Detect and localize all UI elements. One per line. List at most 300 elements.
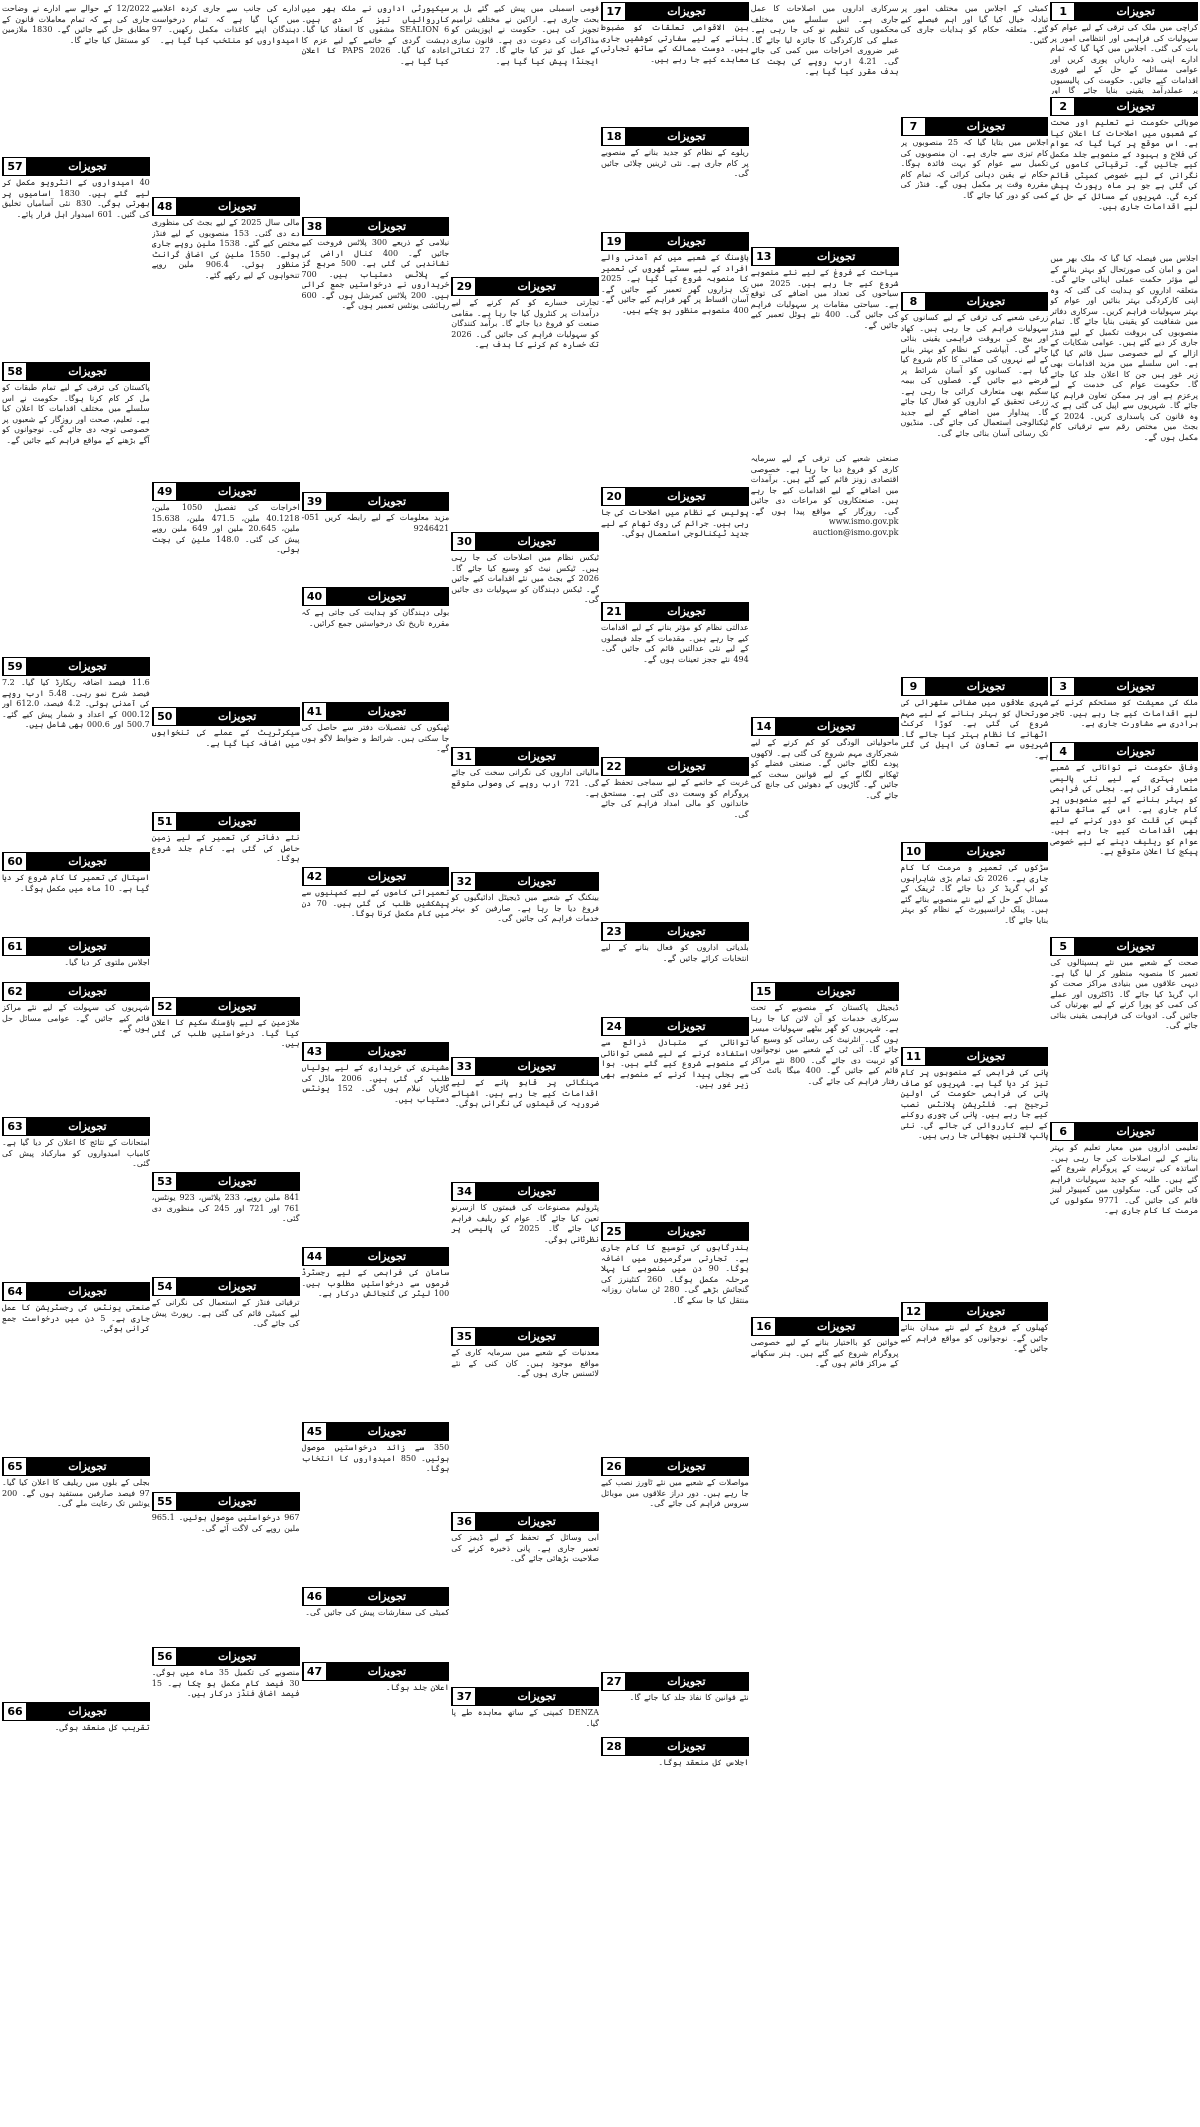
notice-number: 57	[3, 158, 26, 175]
notice-header	[451, 1327, 599, 1346]
notice-heading: تجویزات	[326, 218, 449, 235]
notice-text: سڑکوں کی تعمیر و مرمت کا کام جاری ہے۔ 2026 تک تمام بڑی شاہراہوں کو اپ گریڈ کر دیا جائے گا۔ ٹریفک کے مسائل کے حل کے لیے نئے منصوبے بنائے گئے ہیں۔ پبلک ٹرانسپورٹ کے نظام کو بہتر بنایا جائے گا۔	[900, 863, 1049, 925]
notice-header	[901, 677, 1049, 696]
notice-body	[601, 623, 749, 754]
notice-number: 10	[902, 843, 925, 860]
notice-19	[601, 232, 749, 484]
notice-heading: تجویزات	[176, 1648, 299, 1665]
notice-61	[2, 937, 150, 979]
notice-number: 12	[902, 1303, 925, 1320]
notice-body	[601, 1038, 749, 1219]
notice-text: کھیلوں کے فروغ کے لیے نئے میدان بنائے جائیں گے۔ نوجوانوں کو مواقع فراہم کیے جائیں گے۔	[900, 1323, 1049, 1353]
notice-header	[601, 1222, 749, 1241]
notice-number: 24	[602, 1018, 625, 1035]
notice-23	[601, 922, 749, 1014]
notice-8	[901, 292, 1049, 674]
notice-text: ادارے کی جانب سے جاری کردہ اعلامیے میں کہا گیا ہے کہ تمام درخواست دہندگان اپنے کاغذات مکمل رکھیں۔ 97 امیدواروں کو منتخب کیا گیا ہے۔	[151, 4, 300, 45]
notice-40	[302, 587, 450, 699]
notice-body	[152, 833, 300, 994]
notice-text: مالی سال 2025 کے لیے بجٹ کی منظوری دے دی گئی۔ 153 منصوبوں کے لیے فنڈز مختص کیے گئے۔ 1538 ملین روپے جاری ہوئے۔ 1550 ملین کی اضافی گرانٹ منظور ہوئی۔ 906.4 ملین روپے تنخواہوں کے لیے رکھے گئے۔	[151, 218, 300, 280]
notice-number: 60	[3, 853, 26, 870]
notice-header	[1050, 2, 1198, 21]
notice-header	[451, 1057, 599, 1076]
notice-body	[751, 4, 899, 244]
notice-heading: تجویزات	[625, 1458, 748, 1475]
notice-51	[152, 812, 300, 994]
notice-number: 8	[902, 293, 925, 310]
notice-body	[451, 4, 599, 274]
notice-header	[152, 1492, 300, 1511]
notice-text: 12/2022 کے حوالے سے ادارے نے وضاحت جاری کی ہے کہ تمام معاملات قانون کے مطابق حل کیے جائیں گے۔ 1830 ملازمین کو مستقل کیا جائے گا۔	[2, 4, 150, 45]
notice-header	[302, 587, 450, 606]
notice-header	[2, 157, 150, 176]
notice-2	[1050, 97, 1198, 249]
notice-body	[451, 1203, 599, 1324]
notice-heading: تجویزات	[176, 998, 299, 1015]
notice-heading: تجویزات	[625, 233, 748, 250]
notice-header	[601, 2, 749, 21]
notice-continuation	[2, 2, 150, 154]
notice-body	[901, 698, 1049, 839]
notice-39	[302, 492, 450, 584]
notice-48	[152, 197, 300, 479]
notice-body	[1050, 763, 1198, 934]
notice-14	[751, 717, 899, 979]
notice-52	[152, 997, 300, 1169]
notice-body	[302, 723, 450, 864]
notice-text: منصوبے کی تکمیل 35 ماہ میں ہوگی۔ 30 فیصد کام مکمل ہو چکا ہے۔ 15 فیصد اضافی فنڈز درکار ہیں۔	[151, 1668, 300, 1698]
notice-11	[901, 1047, 1049, 1299]
notice-heading: تجویزات	[26, 938, 149, 955]
notice-36	[451, 1512, 599, 1684]
notice-header	[1050, 677, 1198, 696]
notice-text: غربت کے خاتمے کے لیے سماجی تحفظ کے پروگرام کو وسعت دی گئی ہے۔ مستحق خاندانوں کو مالی امداد فراہم کی جائے گی۔	[601, 778, 749, 819]
notice-heading: تجویزات	[625, 1018, 748, 1035]
notice-body	[2, 1478, 150, 1699]
notice-number: 36	[452, 1513, 475, 1530]
notice-text: پٹرولیم مصنوعات کی قیمتوں کا ازسرنو تعین کیا جائے گا۔ عوام کو ریلیف فراہم کیا جائے گا۔ 2025 کی پالیسی پر نظرثانی ہوگی۔	[451, 1203, 599, 1244]
notice-number: 21	[602, 603, 625, 620]
notice-continuation	[1050, 252, 1198, 674]
notice-text: وفاقی حکومت نے توانائی کے شعبے میں بہتری کے لیے نئی پالیسی متعارف کرائی ہے۔ بجلی کی فراہمی کو بہتر بنانے کے لیے منصوبوں پر کام جاری ہے۔ اس کے ساتھ ساتھ گیس کی قلت کو دور کرنے کے لیے بھی اقدامات کیے جا رہے ہیں۔ عوام کو ریلیف دینے کے لیے خصوصی پیکج کا اعلان متوقع ہے۔	[1050, 763, 1198, 856]
notice-number: 41	[303, 703, 326, 720]
notice-header	[751, 247, 899, 266]
notice-text: کمیٹی کے اجلاس میں مختلف امور پر تبادلہ خیال کیا گیا اور اہم فیصلے کیے گئے۔ متعلقہ حکام کو ہدایات جاری کی گئیں۔	[900, 4, 1049, 45]
notice-header	[601, 602, 749, 621]
notice-heading: تجویزات	[1074, 938, 1197, 955]
notice-heading: تجویزات	[925, 843, 1048, 860]
notice-body	[302, 608, 450, 699]
notice-header	[2, 937, 150, 956]
notice-continuation	[152, 2, 300, 194]
notice-body	[2, 678, 150, 849]
notice-heading: تجویزات	[326, 1248, 449, 1265]
notice-heading: تجویزات	[26, 1118, 149, 1135]
notice-12	[901, 1302, 1049, 1424]
notice-heading: تجویزات	[925, 293, 1048, 310]
notice-heading: تجویزات	[26, 1458, 149, 1475]
notice-number: 30	[452, 533, 475, 550]
notice-body	[152, 1193, 300, 1274]
notice-body	[302, 888, 450, 1039]
notice-header	[152, 1277, 300, 1296]
notice-header	[1050, 97, 1198, 116]
notice-number: 53	[153, 1173, 176, 1190]
notice-9	[901, 677, 1049, 839]
notice-header	[901, 1047, 1049, 1066]
notice-heading: تجویزات	[26, 1283, 149, 1300]
notice-text: مالیاتی اداروں کی نگرانی سخت کی جائے گی۔ 721 ارب روپے کی وصولی متوقع ہے۔	[451, 768, 599, 798]
notice-13	[751, 247, 899, 449]
notice-header	[152, 1172, 300, 1191]
notice-59	[2, 657, 150, 849]
notice-text: 967 درخواستیں موصول ہوئیں۔ 965.1 ملین روپے کی لاگت آئے گی۔	[151, 1513, 300, 1533]
notice-heading: تجویزات	[176, 483, 299, 500]
notice-header	[451, 747, 599, 766]
notice-number: 47	[303, 1663, 326, 1680]
notice-number: 35	[452, 1328, 475, 1345]
notice-37	[451, 1687, 599, 1749]
notice-header	[2, 1457, 150, 1476]
notice-body	[451, 1708, 599, 1749]
notice-16	[751, 1317, 899, 1439]
notice-number: 9	[902, 678, 925, 695]
notice-17	[601, 2, 749, 124]
notice-body	[2, 4, 150, 154]
notice-text: صنعتی شعبے کی ترقی کے لیے سرمایہ کاری کو فروغ دیا جا رہا ہے۔ خصوصی اقتصادی زونز قائم کیے گئے ہیں۔ برآمدات میں اضافے کے لیے اقدامات کیے جا رہے ہیں۔ صنعتکاروں کو مراعات دی جائیں گی۔ روزگار کے مواقع پیدا ہوں گے۔ www.ismo.gov.pk auction@ismo.gov.pk	[750, 454, 899, 537]
notice-body	[302, 1443, 450, 1584]
notice-header	[601, 487, 749, 506]
notice-text: زرعی شعبے کی ترقی کے لیے کسانوں کو سہولیات فراہم کی جا رہی ہیں۔ کھاد اور بیج کی بروقت فراہمی یقینی بنائی جائے گی۔ آبپاشی کے نظام کو بہتر بنانے کے لیے نہروں کی صفائی کا کام شروع کیا گیا ہے۔ کسانوں کو آسان شرائط پر قرضے دیے جائیں گے۔ فصلوں کی بیمہ سکیم بھی متعارف کرائی جا رہی ہے۔ زرعی تحقیق کے اداروں کو فعال کیا جائے گا۔ پیداوار میں اضافے کے لیے جدید ٹیکنالوجی استعمال کی جائے گی۔ منڈیوں تک رسائی آسان بنائی جائے گی۔	[900, 313, 1049, 438]
notice-text: ملک کی معیشت کو مستحکم کرنے کے لیے اقدامات کیے جا رہے ہیں۔ تاجر برادری سے مشاورت جاری ہے۔	[1050, 698, 1198, 728]
notice-44	[302, 1247, 450, 1419]
notice-15	[751, 982, 899, 1314]
notice-number: 37	[452, 1688, 475, 1705]
notice-text: اسپتال کی تعمیر کا کام شروع کر دیا گیا ہے۔ 10 ماہ میں مکمل ہوگا۔	[2, 873, 150, 893]
notice-header	[302, 1662, 450, 1681]
notice-46	[302, 1587, 450, 1659]
notice-text: صحت کے شعبے میں نئے ہسپتالوں کی تعمیر کا منصوبہ منظور کر لیا گیا ہے۔ دیہی علاقوں میں بنیادی مراکز صحت کو اپ گریڈ کیا جائے گا۔ ڈاکٹروں اور عملے کی کمی کو پورا کرنے کے لیے بھرتیاں کی جائیں گی۔ ادویات کی فراہمی یقینی بنائی جائے گی۔	[1050, 958, 1198, 1030]
notice-header	[302, 492, 450, 511]
notice-number: 15	[752, 983, 775, 1000]
notice-body	[601, 1243, 749, 1454]
notice-body	[152, 4, 300, 194]
notice-text: ملازمین کے لیے ہاؤسنگ سکیم کا اعلان کیا گیا۔ درخواستیں طلب کی گئی ہیں۔	[151, 1018, 300, 1048]
column-2	[901, 2, 1049, 2125]
notice-heading: تجویزات	[176, 708, 299, 725]
notice-heading: تجویزات	[475, 278, 598, 295]
notice-heading: تجویزات	[625, 603, 748, 620]
notice-55	[152, 1492, 300, 1644]
notice-text: نئے قوانین کا نفاذ جلد کیا جائے گا۔	[629, 1693, 749, 1702]
notice-header	[2, 657, 150, 676]
notice-6	[1050, 1122, 1198, 1354]
notice-continuation	[751, 452, 899, 714]
notice-text: تقریب کل منعقد ہوگی۔	[54, 1723, 150, 1732]
notice-heading: تجویزات	[775, 1318, 898, 1335]
notice-body	[2, 1723, 150, 1764]
notice-header	[1050, 742, 1198, 761]
notice-text: بولی دہندگان کو ہدایت کی جاتی ہے کہ مقررہ تاریخ تک درخواستیں جمع کرائیں۔	[301, 608, 450, 628]
notice-number: 32	[452, 873, 475, 890]
notice-26	[601, 1457, 749, 1669]
notice-57	[2, 157, 150, 359]
notice-body	[751, 268, 899, 449]
notice-heading: تجویزات	[475, 748, 598, 765]
notice-text: قومی اسمبلی میں پیش کیے گئے بل پر بحث جاری ہے۔ اراکین نے مختلف ترامیم تجویز کی ہیں۔ حکومت نے اپوزیشن کو مذاکرات کی دعوت دی ہے۔ قانون سازی کے عمل کو تیز کیا جائے گا۔ 27 نکاتی ایجنڈا پیش کیا گیا ہے۔	[451, 4, 599, 66]
notice-header	[152, 812, 300, 831]
notice-number: 19	[602, 233, 625, 250]
notice-text: اجلاس کل منعقد ہوگا۔	[658, 1758, 749, 1767]
notice-body	[601, 148, 749, 229]
notice-heading: تجویزات	[1074, 743, 1197, 760]
notice-number: 20	[602, 488, 625, 505]
notice-text: بجلی کے بلوں میں ریلیف کا اعلان کیا گیا۔ 97 فیصد صارفین مستفید ہوں گے۔ 200 یونٹس تک رعایت ملے گی۔	[2, 1478, 150, 1508]
notice-number: 58	[3, 363, 26, 380]
notice-text: کراچی میں ملک کی ترقی کے لیے عوام کو سہولیات کی فراہمی اور انتظامی امور پر بات کی گئی۔ اجلاس میں کہا گیا کہ تمام ادارے اپنی ذمہ داریاں پوری کریں اور عوامی مسائل کے حل کے لیے فوری اقدامات کیے جائیں۔ حکومت کی پالیسیوں پر عملدرآمد یقینی بنایا جائے گا اور	[1050, 23, 1198, 94]
notice-header	[751, 982, 899, 1001]
notice-continuation	[901, 2, 1049, 114]
notice-heading: تجویزات	[625, 758, 748, 775]
notice-header	[601, 1457, 749, 1476]
notice-body	[901, 863, 1049, 1044]
notice-number: 22	[602, 758, 625, 775]
notice-heading: تجویزات	[1074, 1123, 1197, 1140]
column-5	[451, 2, 599, 2125]
notice-heading: تجویزات	[326, 868, 449, 885]
notice-heading: تجویزات	[925, 118, 1048, 135]
notice-body	[751, 454, 899, 714]
notice-number: 61	[3, 938, 26, 955]
notice-number: 40	[303, 588, 326, 605]
notice-text: شہریوں کی سہولت کے لیے نئے مراکز قائم کیے جائیں گے۔ عوامی مسائل حل ہوں گے۔	[2, 1003, 150, 1033]
notice-body	[152, 1298, 300, 1489]
notice-header	[152, 1647, 300, 1666]
notice-heading: تجویزات	[775, 718, 898, 735]
notice-text: ڈیجیٹل پاکستان کے منصوبے کے تحت سرکاری خدمات کو آن لائن کیا جا رہا ہے۔ شہریوں کو گھر بیٹھے سہولیات میسر ہوں گی۔ انٹرنیٹ کی رسائی کو وسیع کیا جائے گا۔ آئی ٹی کے شعبے میں نوجوانوں کو تربیت دی جائے گی۔ 800 نئے مراکز قائم کیے جائیں گے۔ 400 میگا بائٹ کی رفتار فراہم کی جائے گی۔	[750, 1003, 899, 1086]
notice-text: خواتین کو بااختیار بنانے کے لیے خصوصی پروگرام شروع کیے گئے ہیں۔ ہنر سکھانے کے مراکز قائم ہوں گے۔	[750, 1338, 899, 1368]
notice-header	[302, 1422, 450, 1441]
notice-20	[601, 487, 749, 599]
notice-header	[901, 292, 1049, 311]
notice-4	[1050, 742, 1198, 934]
notice-text: شہری علاقوں میں صفائی ستھرائی کی صورتحال کو بہتر بنانے کے لیے مہم شروع کی گئی ہے۔ کوڑا کرکٹ اٹھانے کا نظام بہتر کیا جائے گا۔ شہریوں سے تعاون کی اپیل کی گئی ہے۔	[900, 698, 1049, 760]
notice-number: 46	[303, 1588, 326, 1605]
notice-text: آبی وسائل کے تحفظ کے لیے ڈیمز کی تعمیر جاری ہے۔ پانی ذخیرہ کرنے کی صلاحیت بڑھائی جائے گی۔	[451, 1533, 599, 1563]
notice-heading: تجویزات	[326, 493, 449, 510]
notice-number: 1	[1051, 3, 1074, 20]
notice-text: نیلامی کے ذریعے 300 پلاٹس فروخت کیے جائیں گے۔ 400 کنال اراضی کی نشاندہی کی گئی ہے۔ 500 مربع گز کے پلاٹس دستیاب ہیں۔ 700 خریداروں نے درخواستیں جمع کرائی ہیں۔ 200 پلاٹس کمرشل ہوں گے۔ 600 رہائشی یونٹس تعمیر ہوں گے۔	[301, 238, 450, 310]
notice-header	[2, 1702, 150, 1721]
notice-7	[901, 117, 1049, 289]
notice-body	[601, 1758, 749, 1779]
notice-text: بندرگاہوں کی توسیع کا کام جاری ہے۔ تجارتی سرگرمیوں میں اضافہ ہوگا۔ 90 دن میں منصوبے کا پہلا مرحلہ مکمل ہوگا۔ 260 کنٹینرز کی گنجائش بڑھے گی۔ 280 ٹن سامان روزانہ منتقل کیا جا سکے گا۔	[601, 1243, 749, 1305]
notice-text: پاکستان کی ترقی کے لیے تمام طبقات کو مل کر کام کرنا ہوگا۔ حکومت نے اس سلسلے میں مختلف اقدامات کا اعلان کیا ہے۔ تعلیم، صحت اور روزگار کے شعبوں پر خصوصی توجہ دی جائے گی۔ نوجوانوں کو آگے بڑھنے کے مواقع فراہم کیے جائیں گے۔	[2, 383, 150, 445]
notice-53	[152, 1172, 300, 1274]
notice-body	[1050, 118, 1198, 249]
notice-body	[302, 238, 450, 489]
notice-text: پانی کی فراہمی کے منصوبوں پر کام تیز کر دیا گیا ہے۔ شہریوں کو صاف پانی کی فراہمی حکومت کی اولین ترجیح ہے۔ فلٹریشن پلانٹس نصب کیے جا رہے ہیں۔ پانی کی چوری روکنے کے لیے کارروائی کی جائے گی۔ نئی پائپ لائنیں بچھائی جا رہی ہیں۔	[900, 1068, 1049, 1140]
notice-text: پولیس کے نظام میں اصلاحات کی جا رہی ہیں۔ جرائم کی روک تھام کے لیے جدید ٹیکنالوجی استعمال ہوگی۔	[601, 508, 749, 538]
notice-header	[601, 757, 749, 776]
notice-body	[2, 383, 150, 654]
notice-text: تعلیمی اداروں میں معیار تعلیم کو بہتر بنانے کے لیے اصلاحات کی جا رہی ہیں۔ اساتذہ کی تربیت کے پروگرام شروع کیے گئے ہیں۔ طلبہ کو جدید سہولیات فراہم کی جائیں گی۔ سکولوں میں کمپیوٹر لیبز قائم کی جائیں گی۔ 9771 سکولوں کی مرمت کا کام جاری ہے۔	[1050, 1143, 1198, 1215]
notice-body	[1050, 698, 1198, 739]
notice-number: 38	[303, 218, 326, 235]
notice-10	[901, 842, 1049, 1044]
notice-65	[2, 1457, 150, 1699]
notice-heading: تجویزات	[625, 923, 748, 940]
notice-text: صنعتی یونٹس کی رجسٹریشن کا عمل جاری ہے۔ 5 دن میں درخواست جمع کرانی ہوگی۔	[2, 1303, 150, 1333]
notice-number: 18	[602, 128, 625, 145]
notice-body	[451, 298, 599, 529]
notice-number: 25	[602, 1223, 625, 1240]
notice-heading: تجویزات	[176, 198, 299, 215]
notice-heading: تجویزات	[475, 1183, 598, 1200]
notice-header	[601, 232, 749, 251]
notice-body	[751, 1338, 899, 1439]
notice-header	[1050, 937, 1198, 956]
notice-header	[152, 997, 300, 1016]
notice-30	[451, 532, 599, 744]
notice-body	[901, 1068, 1049, 1299]
notice-body	[451, 768, 599, 869]
notice-text: تجارتی خسارے کو کم کرنے کے لیے درآمدات پر کنٹرول کیا جا رہا ہے۔ مقامی صنعت کو فروغ دیا جائے گا۔ برآمد کنندگان کو سہولیات فراہم کی جائیں گی۔ 2026 تک خسارہ کم کرنے کا ہدف ہے۔	[451, 298, 599, 349]
notice-heading: تجویزات	[326, 1043, 449, 1060]
notice-body	[302, 1268, 450, 1419]
notice-number: 63	[3, 1118, 26, 1135]
notice-number: 14	[752, 718, 775, 735]
notice-heading: تجویزات	[925, 1303, 1048, 1320]
notice-header	[601, 127, 749, 146]
notice-continuation	[751, 2, 899, 244]
notice-text: اعلان جلد ہوگا۔	[385, 1683, 450, 1692]
notice-heading: تجویزات	[625, 1223, 748, 1240]
notice-41	[302, 702, 450, 864]
notice-header	[601, 1737, 749, 1756]
notice-continuation	[302, 2, 450, 214]
notice-text: اجلاس میں بتایا گیا کہ 25 منصوبوں پر کام تیزی سے جاری ہے۔ ان منصوبوں کی تکمیل سے عوام کو بہت فائدہ ہوگا۔ حکام نے یقین دہانی کرائی کہ تمام کام مقررہ وقت پر مکمل ہوں گے۔ فنڈز کی کمی کو دور کیا جائے گا۔	[900, 138, 1049, 200]
notice-body	[152, 1668, 300, 1809]
notice-heading: تجویزات	[176, 1278, 299, 1295]
notice-header	[2, 852, 150, 871]
notice-heading: تجویزات	[625, 1738, 748, 1755]
column-1	[1050, 2, 1198, 2125]
notice-body	[451, 1348, 599, 1509]
notice-45	[302, 1422, 450, 1584]
notice-56	[152, 1647, 300, 1809]
notice-text: نئے دفاتر کی تعمیر کے لیے زمین حاصل کی گئی ہے۔ کام جلد شروع ہوگا۔	[151, 833, 300, 863]
notice-header	[751, 1317, 899, 1336]
notice-body	[2, 1138, 150, 1279]
notice-58	[2, 362, 150, 654]
notice-body	[302, 1608, 450, 1659]
notice-text: مزید معلومات کے لیے رابطہ کریں 051-9246421	[301, 513, 450, 533]
notice-text: 841 ملین روپے، 233 پلاٹس، 923 یونٹس، 761 اور 721 اور 245 کی منظوری دی گئی۔	[151, 1193, 300, 1223]
notice-body	[302, 513, 450, 584]
notice-body	[601, 253, 749, 484]
notice-heading: تجویزات	[1074, 678, 1197, 695]
notice-number: 3	[1051, 678, 1074, 695]
notice-47	[302, 1662, 450, 1694]
notice-heading: تجویزات	[625, 3, 748, 20]
notice-text: ماحولیاتی آلودگی کو کم کرنے کے لیے شجرکاری مہم شروع کی گئی ہے۔ لاکھوں پودے لگائے جائیں گے۔ صنعتی فضلے کو ٹھکانے لگانے کے لیے قوانین سخت کیے جائیں گے۔ گاڑیوں کے دھوئیں کی جانچ کی جائے گی۔	[750, 738, 899, 800]
notice-number: 48	[153, 198, 176, 215]
notice-text: سیاحت کے فروغ کے لیے نئے منصوبے شروع کیے جا رہے ہیں۔ 2025 میں سیاحوں کی تعداد میں اضافے کی توقع ہے۔ سیاحتی مقامات پر سہولیات فراہم کی جائیں گی۔ 400 نئے ہوٹل تعمیر کیے جائیں گے۔	[750, 268, 899, 330]
notice-body	[1050, 1143, 1198, 1354]
notice-28	[601, 1737, 749, 1779]
notice-heading: تجویزات	[925, 1048, 1048, 1065]
notice-body	[1050, 958, 1198, 1119]
notice-number: 6	[1051, 1123, 1074, 1140]
notice-body	[901, 138, 1049, 289]
notice-text: سیکیورٹی اداروں نے ملک بھر میں کارروائیاں تیز کر دی ہیں۔ SEALION 6 مشقوں کا انعقاد کیا گیا۔ دہشت گردی کے خاتمے کے لیے عزم کا اعادہ کیا گیا۔ PAPS 2026 کا اعلان کیا گیا ہے۔	[301, 4, 450, 66]
notice-50	[152, 707, 300, 809]
notice-body	[1050, 23, 1198, 94]
notice-text: صوبائی حکومت نے تعلیم اور صحت کے شعبوں میں اصلاحات کا اعلان کیا ہے۔ اس موقع پر کہا گیا کہ عوام کی فلاح و بہبود کے منصوبے جلد مکمل کیے جائیں گے۔ ترقیاتی کاموں کی نگرانی کے لیے خصوصی کمیٹی قائم کی گئی ہے جو ہر ماہ رپورٹ پیش کرے گی۔ شہریوں کے مسائل کے حل کے لیے اقدامات جاری ہیں۔	[1050, 118, 1198, 211]
notice-header	[901, 1302, 1049, 1321]
notice-header	[302, 702, 450, 721]
notice-heading: تجویزات	[326, 1423, 449, 1440]
notice-text: سرکاری اداروں میں اصلاحات کا عمل جاری ہے۔ اس سلسلے میں مختلف محکموں کی تنظیم نو کی جا رہی ہے۔ عملے کی کارکردگی کا جائزہ لیا جائے گا۔ غیر ضروری اخراجات میں کمی کی جائے گی۔ 4.21 ارب روپے کی بچت کا ہدف مقرر کیا گیا ہے۔	[750, 4, 899, 76]
notice-number: 28	[602, 1738, 625, 1755]
notice-body	[2, 958, 150, 979]
notice-header	[302, 1587, 450, 1606]
notice-heading: تجویزات	[26, 158, 149, 175]
notice-text: مہنگائی پر قابو پانے کے لیے اقدامات کیے جا رہے ہیں۔ اشیائے ضروریہ کی قیمتوں کی نگرانی ہوگی۔	[451, 1078, 599, 1108]
notice-header	[451, 1182, 599, 1201]
notice-text: بینکنگ کے شعبے میں ڈیجیٹل ادائیگیوں کو فروغ دیا جا رہا ہے۔ صارفین کو بہتر خدمات فراہم کی جائیں گی۔	[451, 893, 599, 923]
notice-heading: تجویزات	[26, 1703, 149, 1720]
notice-header	[451, 277, 599, 296]
notice-text: عدالتی نظام کو مؤثر بنانے کے لیے اقدامات کیے جا رہے ہیں۔ مقدمات کے جلد فیصلوں کے لیے نئی عدالتیں قائم کی جائیں گی۔ 494 نئے ججز تعینات ہوں گے۔	[601, 623, 749, 664]
notice-21	[601, 602, 749, 754]
notice-text: ترقیاتی فنڈز کے استعمال کی نگرانی کے لیے کمیٹی قائم کی گئی ہے۔ رپورٹ پیش کی جائے گی۔	[151, 1298, 300, 1328]
notice-63	[2, 1117, 150, 1279]
notice-header	[601, 1017, 749, 1036]
notice-number: 50	[153, 708, 176, 725]
notice-header	[2, 1282, 150, 1301]
notice-continuation	[451, 2, 599, 274]
notice-27	[601, 1672, 749, 1734]
notice-body	[601, 943, 749, 1014]
notice-body	[901, 4, 1049, 114]
notice-header	[451, 532, 599, 551]
notice-text: بین الاقوامی تعلقات کو مضبوط بنانے کے لیے سفارتی کوششیں جاری ہیں۔ دوست ممالک کے ساتھ تجارتی معاہدے کیے جا رہے ہیں۔	[601, 23, 749, 64]
column-8	[2, 2, 150, 2125]
notice-text: مشینری کی خریداری کے لیے بولیاں طلب کی گئی ہیں۔ 2006 ماڈل کی گاڑیاں نیلام ہوں گی۔ 152 یونٹس دستیاب ہیں۔	[301, 1063, 450, 1104]
notice-31	[451, 747, 599, 869]
notice-body	[302, 1683, 450, 1694]
notice-heading: تجویزات	[625, 128, 748, 145]
notice-header	[2, 362, 150, 381]
notice-body	[751, 1003, 899, 1314]
notice-heading: تجویزات	[26, 853, 149, 870]
notice-header	[302, 1042, 450, 1061]
notice-number: 13	[752, 248, 775, 265]
notice-number: 26	[602, 1458, 625, 1475]
notice-text: 350 سے زائد درخواستیں موصول ہوئیں۔ 850 امیدواروں کا انتخاب ہوگا۔	[301, 1443, 450, 1473]
notice-33	[451, 1057, 599, 1179]
notice-64	[2, 1282, 150, 1454]
notice-heading: تجویزات	[475, 533, 598, 550]
notice-18	[601, 127, 749, 229]
notice-body	[601, 23, 749, 124]
notice-body	[2, 178, 150, 359]
notice-number: 2	[1051, 98, 1074, 115]
notice-heading: تجویزات	[26, 983, 149, 1000]
notice-number: 23	[602, 923, 625, 940]
